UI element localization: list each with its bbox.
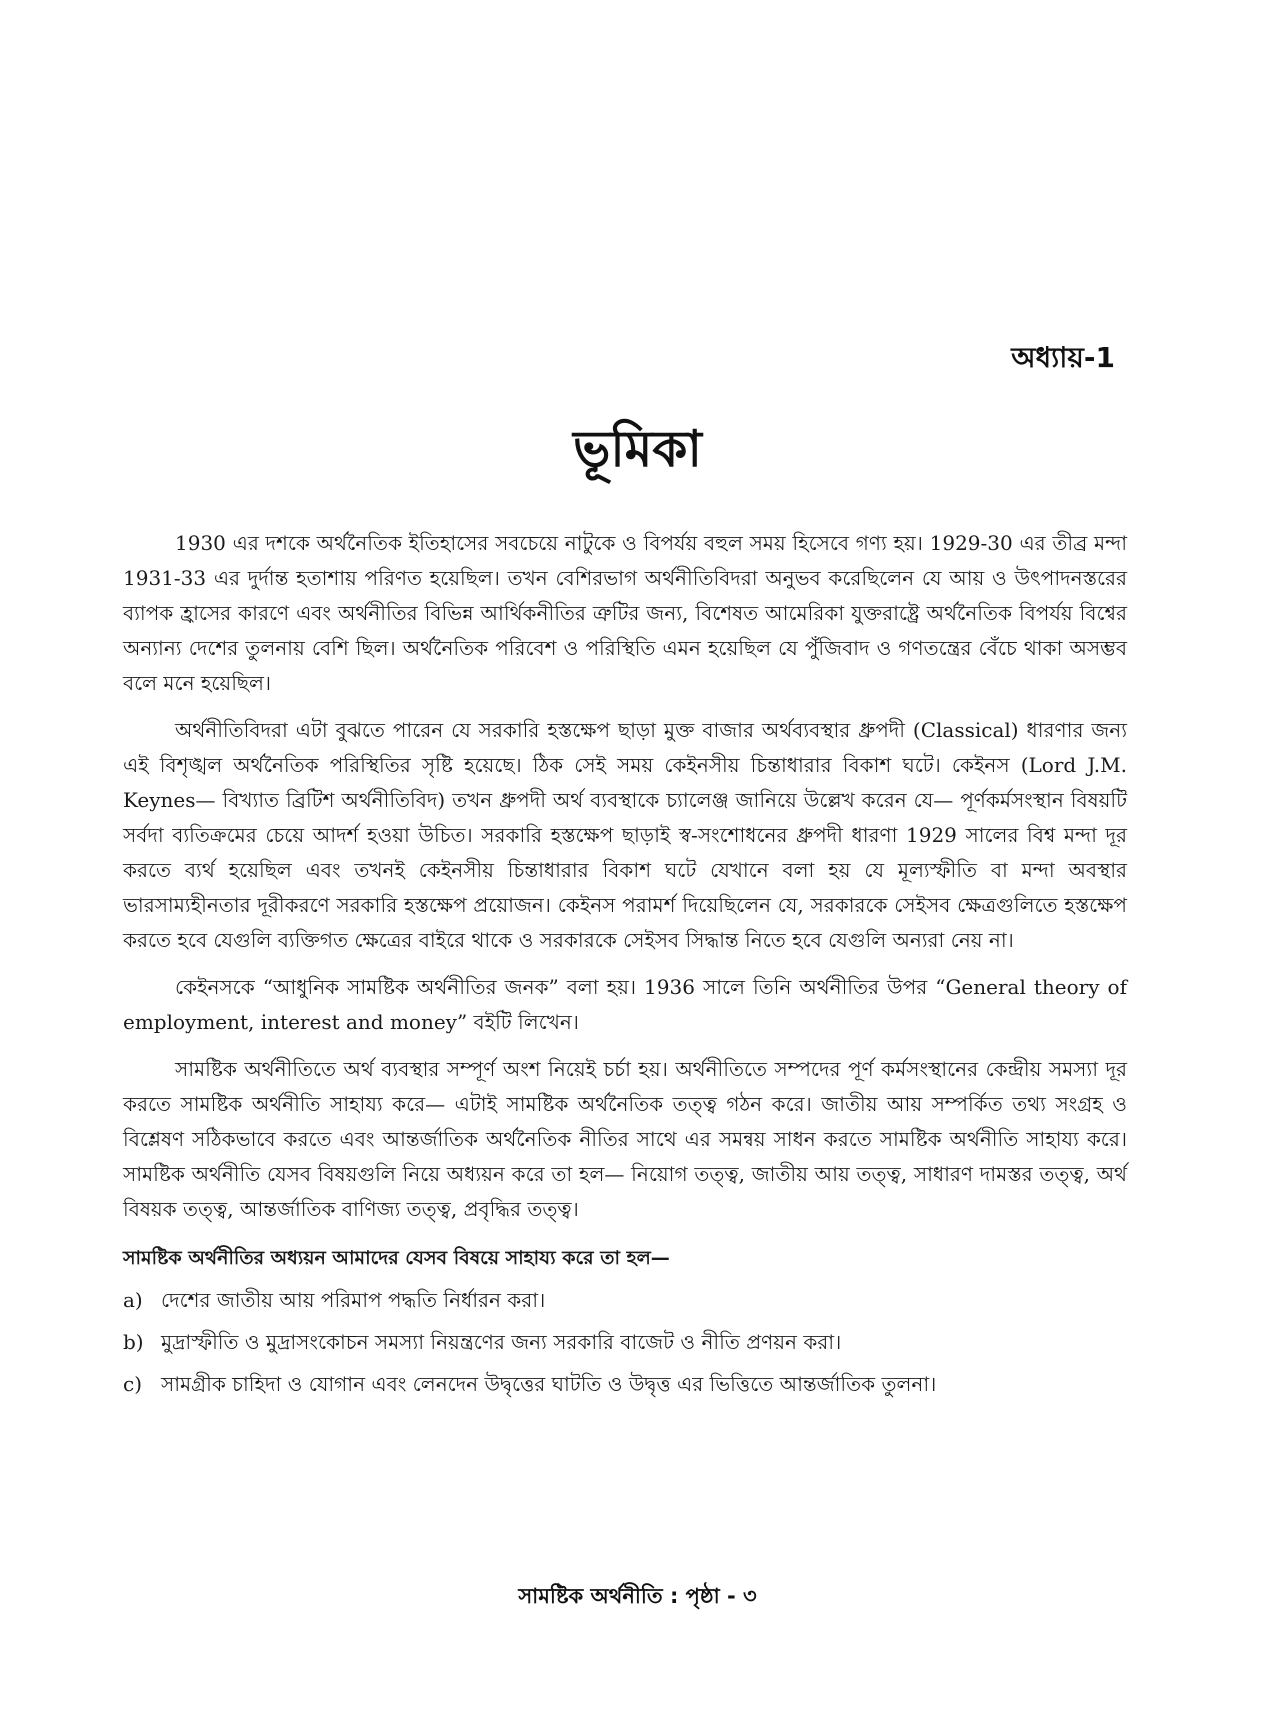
page-title: ভূমিকা xyxy=(573,420,702,478)
list-marker: c) xyxy=(123,1372,143,1396)
list-item-text: মুদ্রাস্ফীতি ও মুদ্রাসংকোচন সমস্যা নিয়ন্ত্রণের জন্য সরকারি বাজেট ও নীতি প্রণয়ন করা। xyxy=(161,1330,842,1354)
chapter-label: অধ্যায়-1 xyxy=(1011,341,1115,374)
list-item-text: দেশের জাতীয় আয় পরিমাপ পদ্ধতি নির্ধারন করা। xyxy=(161,1288,546,1312)
page-footer: সামষ্টিক অর্থনীতি : পৃষ্ঠা - ৩ xyxy=(518,1584,757,1608)
paragraph: 1930 এর দশকে অর্থনৈতিক ইতিহাসের সবচেয়ে নাটুকে ও বিপর্যয় বহুল সময় হিসেবে গণ্য হয়। 1929-30 এর তীব্র মন্দা 1931-33 এর দুর্দান্ত হতাশায় পরিণত হয়েছিল। তখন বেশিরভাগ অর্থনীতিবিদরা অনুভব করেছিলেন যে আয় ও উৎপাদনস্তরের ব্যাপক হ্রাসের কারণে এবং অর্থনীতির বিভিন্ন আর্থিকনীতির ত্রুটির জন্য, বিশেষত আমেরিকা যুক্তরাষ্ট্রে অর্থনৈতিক বিপর্যয় বিশ্বের অন্যান্য দেশের তুলনায় বেশি ছিল। অর্থনৈতিক পরিবেশ ও পরিস্থিতি এমন হয়েছিল যে পুঁজিবাদ ও গণতন্ত্রের বেঁচে থাকা অসম্ভব বলে মনে হয়েছিল। xyxy=(123,531,1127,695)
list-item xyxy=(123,1366,1127,1402)
list-marker: b) xyxy=(123,1330,144,1354)
paragraph: কেইনসকে “আধুনিক সামষ্টিক অর্থনীতির জনক” বলা হয়। 1936 সালে তিনি অর্থনীতির উপর “General theory of employment, interest and money” বইটি লিখেন। xyxy=(123,975,1127,1034)
list-item xyxy=(123,1282,1127,1318)
list-item xyxy=(123,1324,1127,1360)
list-marker: a) xyxy=(123,1288,143,1312)
body-text xyxy=(123,526,1127,1408)
list-item-text: সামগ্রীক চাহিদা ও যোগান এবং লেনদেন উদ্বৃত্তের ঘাটতি ও উদ্বৃত্ত এর ভিত্তিতে আন্তর্জাতিক তুলনা। xyxy=(161,1372,937,1396)
paragraph: অর্থনীতিবিদরা এটা বুঝতে পারেন যে সরকারি হস্তক্ষেপ ছাড়া মুক্ত বাজার অর্থব্যবস্থার ধ্রুপদী (Classical) ধারণার জন্য এই বিশৃঙ্খল অর্থনৈতিক পরিস্থিতির সৃষ্টি হয়েছে। ঠিক সেই সময় কেইনসীয় চিন্তাধারার বিকাশ ঘটে। কেইনস (Lord J.M. Keynes— বিখ্যাত ব্রিটিশ অর্থনীতিবিদ) তখন ধ্রুপদী অর্থ ব্যবস্থাকে চ্যালেঞ্জ জানিয়ে উল্লেখ করেন যে— পূর্ণকর্মসংস্থান বিষয়টি সর্বদা ব্যতিক্রমের চেয়ে আদর্শ হওয়া উচিত। সরকারি হস্তক্ষেপ ছাড়াই স্ব-সংশোধনের ধ্রুপদী ধারণা 1929 সালের বিশ্ব মন্দা দূর করতে ব্যর্থ হয়েছিল এবং তখনই কেইনসীয় চিন্তাধারার বিকাশ ঘটে যেখানে বলা হয় যে মূল্যস্ফীতি বা মন্দা অবস্থার ভারসাম্যহীনতার দূরীকরণে সরকারি হস্তক্ষেপ প্রয়োজন। কেইনস পরামর্শ দিয়েছিলেন যে, সরকারকে সেইসব ক্ষেত্রগুলিতে হস্তক্ষেপ করতে হবে যেগুলি ব্যক্তিগত ক্ষেত্রের বাইরে থাকে ও সরকারকে সেইসব সিদ্ধান্ত নিতে হবে যেগুলি অন্যরা নেয় না। xyxy=(123,718,1127,952)
paragraph: সামষ্টিক অর্থনীতিতে অর্থ ব্যবস্থার সম্পূর্ণ অংশ নিয়েই চর্চা হয়। অর্থনীতিতে সম্পদের পূর্ণ কর্মসংস্থানের কেন্দ্রীয় সমস্যা দূর করতে সামষ্টিক অর্থনীতি সাহায্য করে— এটাই সামষ্টিক অর্থনৈতিক তত্ত্ব গঠন করে। জাতীয় আয় সম্পর্কিত তথ্য সংগ্রহ ও বিশ্লেষণ সঠিকভাবে করতে এবং আন্তর্জাতিক অর্থনৈতিক নীতির সাথে এর সমন্বয় সাধন করতে সামষ্টিক অর্থনীতি সাহায্য করে। সামষ্টিক অর্থনীতি যেসব বিষয়গুলি নিয়ে অধ্যয়ন করে তা হল— নিয়োগ তত্ত্ব, জাতীয় আয় তত্ত্ব, সাধারণ দামস্তর তত্ত্ব, অর্থ বিষয়ক তত্ত্ব, আন্তর্জাতিক বাণিজ্য তত্ত্ব, প্রবৃদ্ধির তত্ত্ব। xyxy=(123,1057,1127,1221)
section-subheading: সামষ্টিক অর্থনীতির অধ্যয়ন আমাদের যেসব বিষয়ে সাহায্য করে তা হল— xyxy=(123,1247,670,1269)
